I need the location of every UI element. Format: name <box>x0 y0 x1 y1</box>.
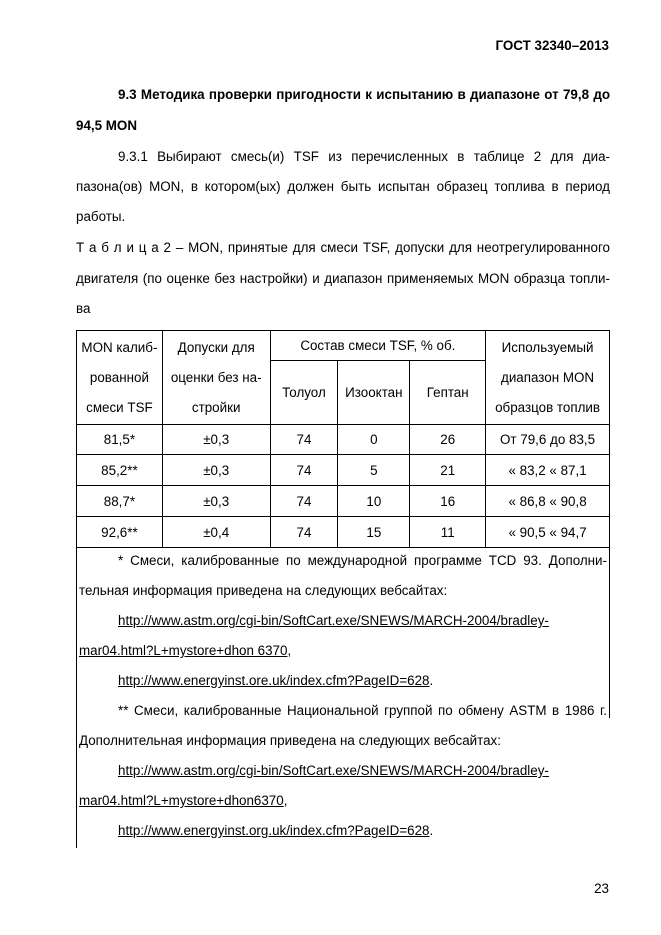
cell-heptane: 11 <box>410 517 486 548</box>
page-number: 23 <box>594 881 609 896</box>
section-heading-line1: 9.3 Методика проверки пригодности к испытанию в диапазоне от 79,8 до <box>118 87 610 102</box>
note2-line2: Дополнительная информация приведена на следующих вебсайтах: <box>79 733 501 748</box>
table-caption-line3: ва <box>76 301 91 316</box>
cell-tolerance: ±0,3 <box>162 425 270 455</box>
paragraph-line1: 9.3.1 Выбирают смесь(и) TSF из перечисленных в таблице 2 для диа- <box>118 149 610 164</box>
cell-heptane: 21 <box>410 455 486 486</box>
note2-link3-line1[interactable]: http://www.astm.org/cgi-bin/SoftCart.exe/SNEWS/MARCH-2004/bradley- <box>118 763 549 778</box>
header-mon: MON калиб- рованной смеси TSF <box>77 331 163 425</box>
header-composition: Состав смеси TSF, % об. <box>270 331 486 361</box>
note1-link1-line1[interactable]: http://www.astm.org/cgi-bin/SoftCart.exe/SNEWS/MARCH-2004/bradley- <box>118 613 549 628</box>
cell-range: « 86,8 « 90,8 <box>486 486 610 517</box>
cell-mon: 81,5* <box>77 425 163 455</box>
note2-link3-line2[interactable]: mar04.html?L+mystore+dhon6370, <box>79 793 288 808</box>
note1-line2: тельная информация приведена на следующих вебсайтах: <box>79 583 448 598</box>
table-row <box>77 517 610 548</box>
table-caption-line2: двигателя (по оценке без настройки) и диапазон применяемых MON образца топли- <box>76 271 610 286</box>
note2-link4[interactable]: http://www.energyinst.org.uk/index.cfm?PageID=628. <box>118 823 434 838</box>
cell-mon: 88,7* <box>77 486 163 517</box>
cell-isooctane: 0 <box>338 425 410 455</box>
cell-heptane: 26 <box>410 425 486 455</box>
table-row <box>77 486 610 517</box>
cell-range: От 79,6 до 83,5 <box>486 425 610 455</box>
cell-toluene: 74 <box>270 455 338 486</box>
cell-toluene: 74 <box>270 425 338 455</box>
cell-isooctane: 15 <box>338 517 410 548</box>
mon-table <box>76 330 610 548</box>
table-row <box>77 455 610 486</box>
table-caption-line1: Т а б л и ц а 2 – MON, принятые для смеси TSF, допуски для неотрегулированного <box>76 240 610 255</box>
header-range: Используемый диапазон MON образцов топлив <box>486 331 610 425</box>
cell-isooctane: 10 <box>338 486 410 517</box>
paragraph-line2: пазона(ов) MON, в котором(ых) должен быть испытан образец топлива в период <box>76 179 610 194</box>
cell-mon: 92,6** <box>77 517 163 548</box>
cell-toluene: 74 <box>270 486 338 517</box>
cell-mon: 85,2** <box>77 455 163 486</box>
header-toluene: Толуол <box>270 361 338 425</box>
cell-tolerance: ±0,3 <box>162 486 270 517</box>
header-heptane: Гептан <box>410 361 486 425</box>
cell-isooctane: 5 <box>338 455 410 486</box>
cell-tolerance: ±0,3 <box>162 455 270 486</box>
notes-left-border <box>76 546 77 848</box>
cell-heptane: 16 <box>410 486 486 517</box>
paragraph-line3: работы. <box>76 209 126 224</box>
note1-line1: * Смеси, калиброванные по международной программе TCD 93. Дополни- <box>118 553 607 568</box>
section-heading-line2: 94,5 MON <box>76 118 138 133</box>
note1-link1-line2[interactable]: mar04.html?L+mystore+dhon 6370, <box>79 643 292 658</box>
note1-link2[interactable]: http://www.energyinst.ore.uk/index.cfm?PageID=628. <box>118 673 434 688</box>
cell-range: « 83,2 « 87,1 <box>486 455 610 486</box>
cell-range: « 90,5 « 94,7 <box>486 517 610 548</box>
notes-right-border <box>609 546 610 718</box>
header-tolerance: Допуски для оценки без на- стройки <box>162 331 270 425</box>
table-row <box>77 425 610 455</box>
cell-toluene: 74 <box>270 517 338 548</box>
note2-line1: ** Смеси, калиброванные Национальной группой по обмену ASTM в 1986 г. <box>118 703 607 718</box>
standard-code: ГОСТ 32340–2013 <box>495 38 609 53</box>
header-isooctane: Изооктан <box>338 361 410 425</box>
cell-tolerance: ±0,4 <box>162 517 270 548</box>
